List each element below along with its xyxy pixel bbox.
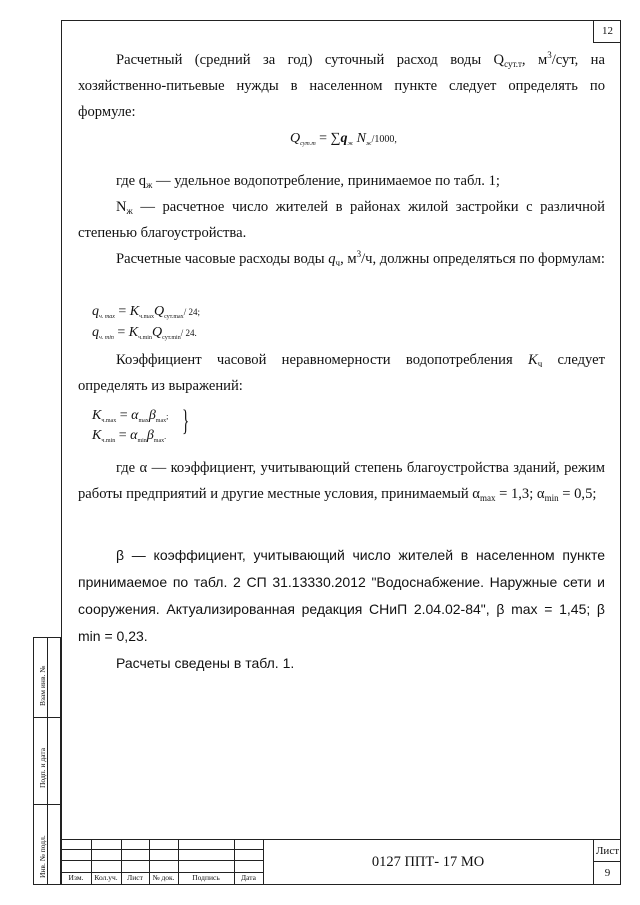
paragraph-tables: Расчеты сведены в табл. 1. xyxy=(116,655,295,671)
sheet-divider xyxy=(593,861,621,862)
paragraph-where-q: где $q_ж$ — удельное водопотребление, принимаемое по табл. 1; xyxy=(116,173,500,190)
header-count: Кол.уч. xyxy=(94,873,118,882)
formula-brace: } xyxy=(182,404,190,437)
side-stamp-inv-orig: Инв. № подл. xyxy=(38,835,47,878)
sheet-label: Лист xyxy=(595,845,620,857)
page-frame xyxy=(61,20,621,885)
document-code: 0127 ППТ- 17 МО xyxy=(371,854,485,870)
title-block xyxy=(61,839,621,885)
header-date: Дата xyxy=(241,873,256,882)
side-stamp-replace-inv: Взам инв. № xyxy=(38,665,47,706)
formula-k-max: $K_{ч.max} = \alpha_{max}\beta_{max}$; xyxy=(92,408,169,424)
side-stamp-divider xyxy=(34,717,60,718)
paragraph-coefficient: Коэффициент часовой неравномерности водопотребления $К_ч$ следует определять из выражений: xyxy=(78,352,605,394)
paragraph-daily-flow: Расчетный (средний за год) суточный расход воды $Q_{сут.т}$, $м^3$/сут, на хозяйственно-питьевые нужды в населенном пункте следует определять по формуле: xyxy=(78,50,605,120)
formula-k-min: $K_{ч.min} = \alpha_{min}\beta_{max}$. xyxy=(92,428,167,444)
paragraph-alpha: где α — коэффициент, учитывающий степень благоустройства зданий, режим работы предприятий и другие местные условия, принимаемый $\alpha_{max} = 1,3$; $\alpha_{min} = 0,5$; xyxy=(78,460,605,503)
sheet-number: 9 xyxy=(604,867,611,879)
header-sheet: Лист xyxy=(127,873,143,882)
side-stamp xyxy=(33,637,61,885)
side-stamp-divider xyxy=(34,804,60,805)
paragraph-hourly: Расчетные часовые расходы воды $q_ч$, $м^3/ч$, должны определяться по формулам: xyxy=(116,249,605,268)
page-number: 12 xyxy=(593,20,621,43)
header-signature: Подпись xyxy=(192,873,220,882)
formula-hourly-max: $q_{ч. max} = K_{ч.max}Q_{сут.max}/$ 24; xyxy=(92,304,200,320)
side-stamp-sign-date: Подп. и дата xyxy=(38,747,47,788)
paragraph-beta: β — коэффициент, учитывающий число жителей в населенном пункте принимаемое по табл. 2 СП 31.13330.2012 "Водоснабжение. Наружные сети и сооружения. Актуализированная редакция СНиП 2.04.02-84", β max = 1,45; β min = 0,23. xyxy=(78,547,605,644)
header-doc-number: № док. xyxy=(152,873,175,882)
paragraph-n: $N_ж$ — расчетное число жителей в районах жилой застройки с различной степенью благоустройства. xyxy=(78,199,605,241)
formula-hourly-min: $q_{ч. min} = K_{ч.min}Q_{сут.min}/$ 24. xyxy=(92,325,197,341)
formula-daily-flow: $Q_{сут.т} = \sum q_ж$ $N_ж/1000$, xyxy=(290,131,397,147)
header-change: Изм. xyxy=(68,873,84,882)
